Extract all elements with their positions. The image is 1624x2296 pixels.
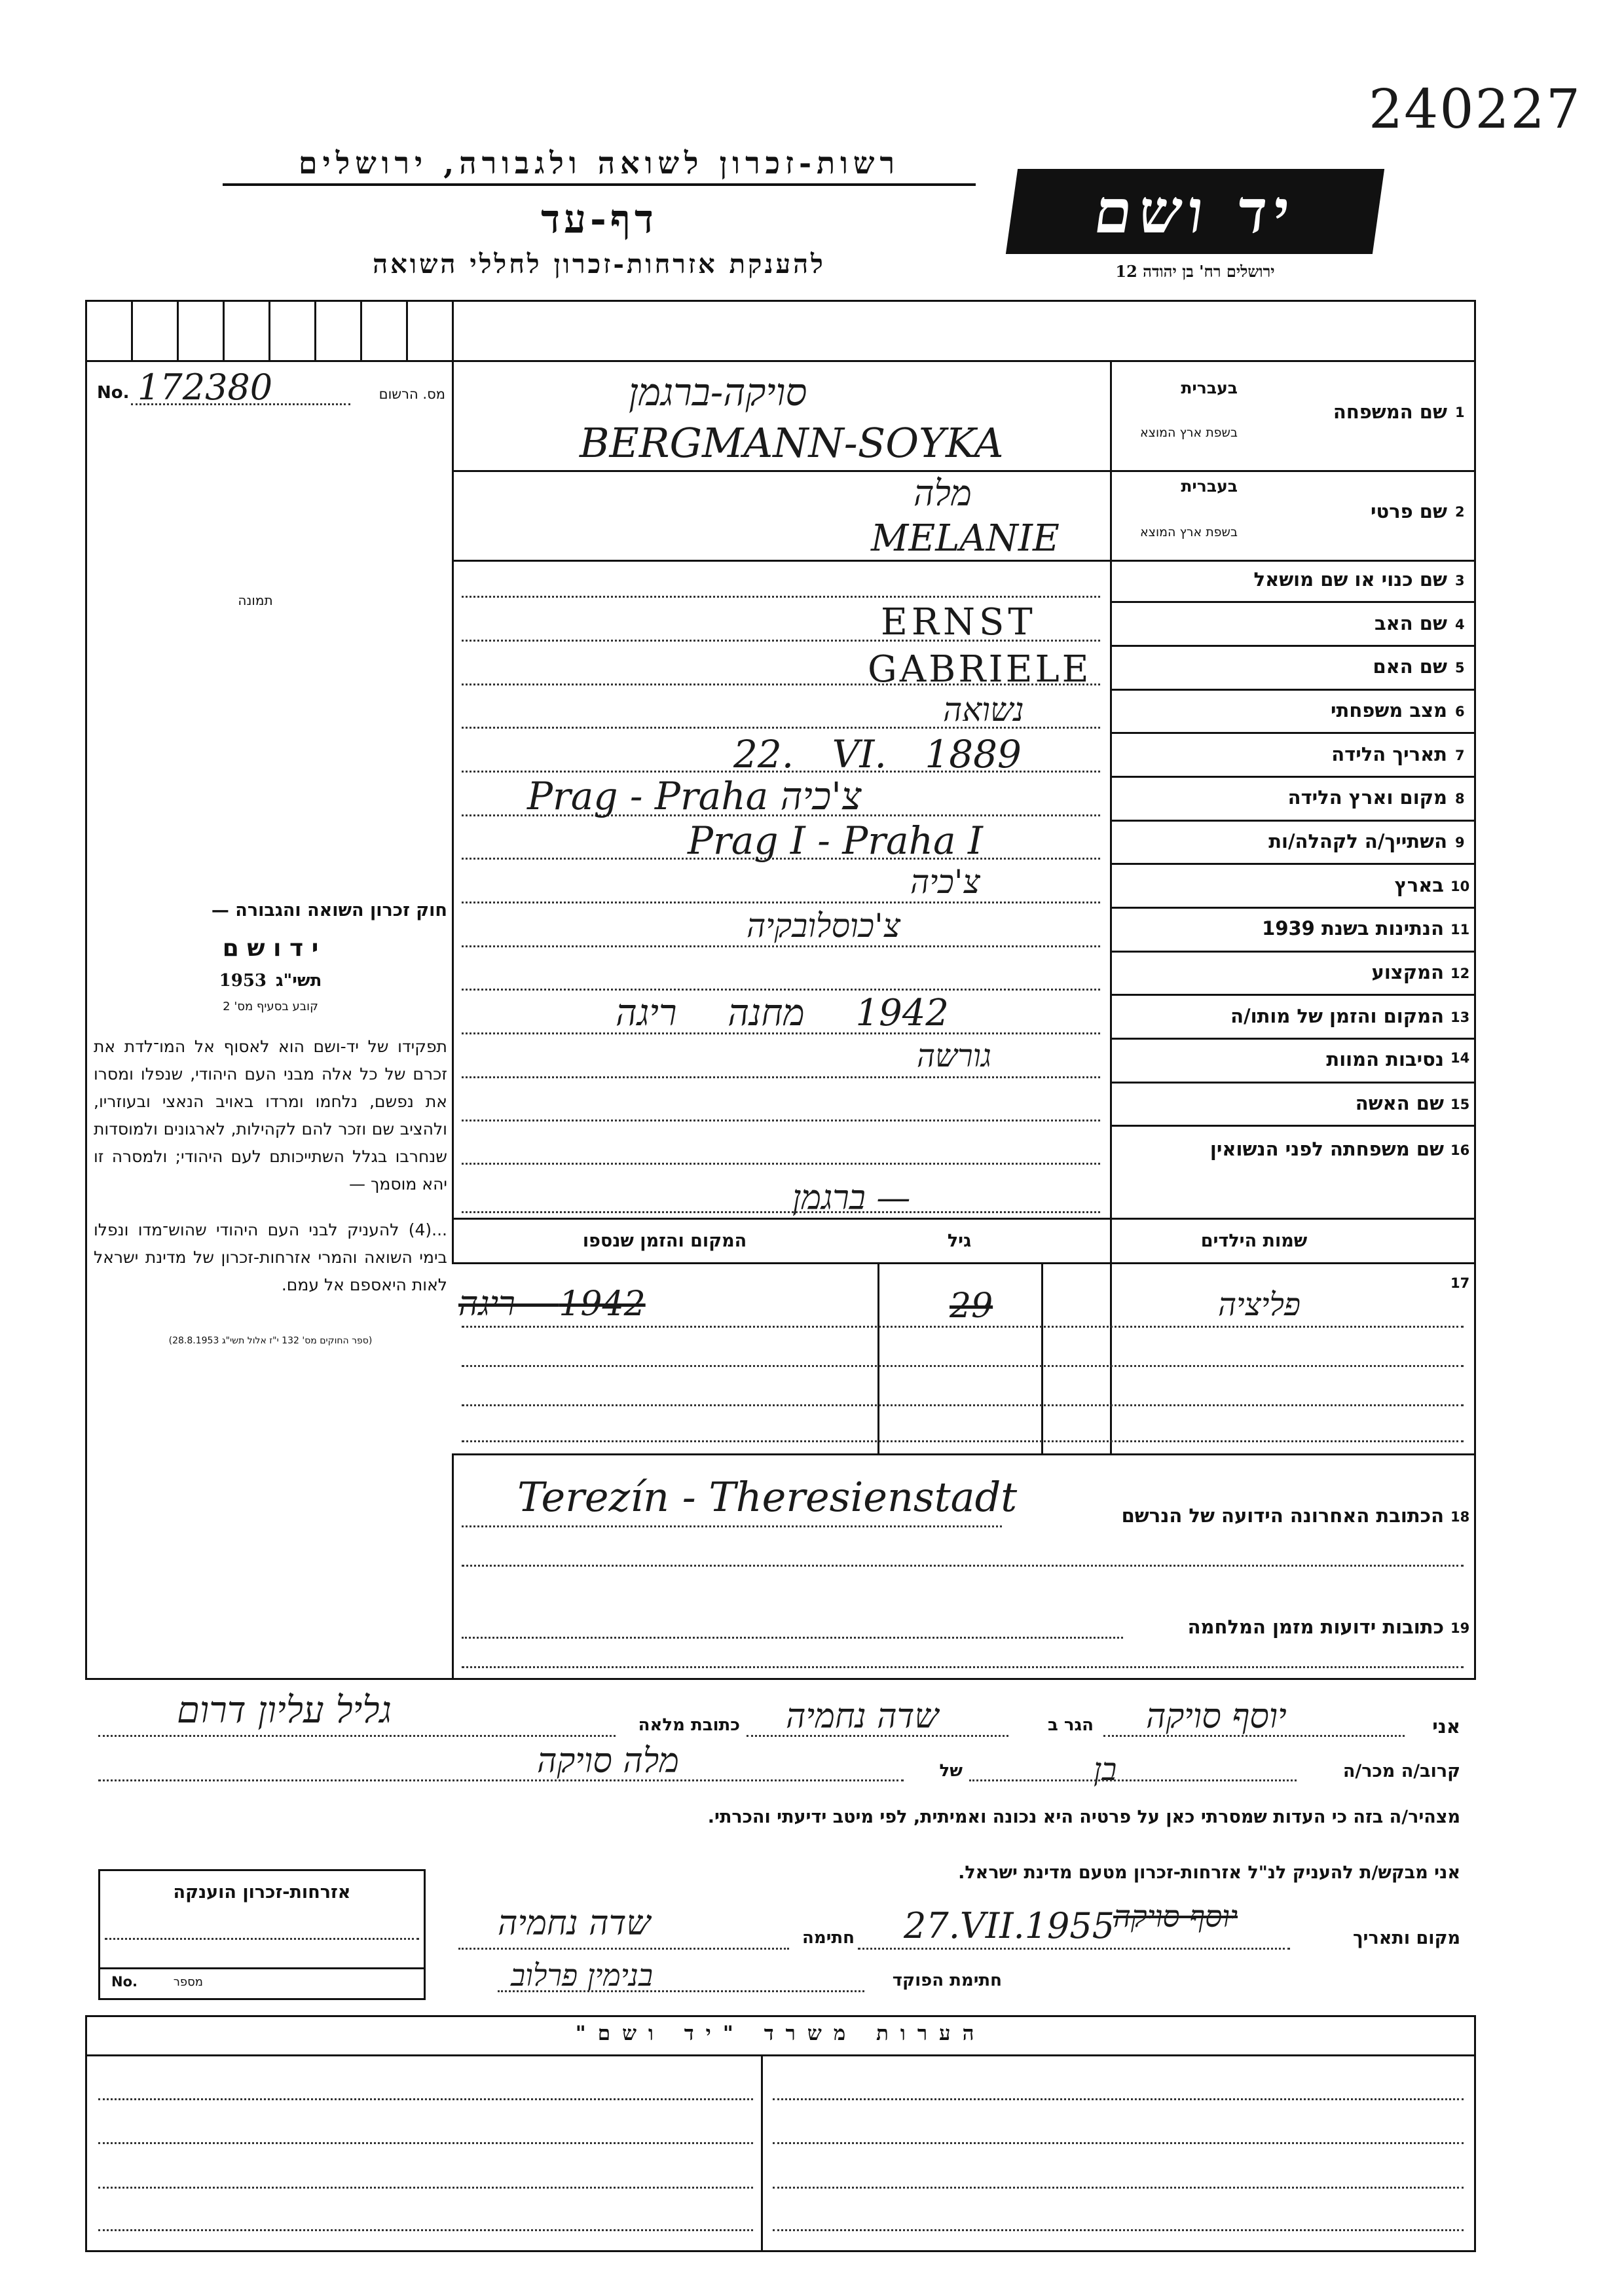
field-13-number: 13	[1450, 1010, 1470, 1025]
relation-dots	[969, 1779, 1297, 1781]
row-line	[1110, 951, 1476, 953]
row-line	[1110, 1038, 1476, 1040]
field-10-label: בארץ	[1394, 874, 1444, 896]
field-13-value: 1942 מחנה ריגה	[616, 992, 949, 1034]
field-16-value: — ברגמן	[792, 1178, 911, 1218]
field-14-number: 14	[1450, 1050, 1470, 1066]
row-line	[452, 1262, 1476, 1264]
row-line	[1110, 645, 1476, 647]
field-2-label: שם פרטי	[1370, 500, 1447, 522]
date-dots	[858, 1948, 1290, 1950]
declarant-resides-label: הגר ב	[1047, 1715, 1094, 1735]
law-year-row	[94, 971, 447, 991]
field-12-number: 12	[1450, 966, 1470, 981]
of-label: של	[939, 1761, 963, 1781]
field-16-label: שם משפחתה לפני הנשואין	[1209, 1138, 1444, 1160]
declarant-address-label: כתובת מלאה	[638, 1715, 740, 1735]
child-1-place: 1942 ריגה	[458, 1285, 646, 1324]
office-notes-title: הערות משרד "יד ושם"	[575, 2022, 986, 2045]
notes-dots	[773, 2229, 1464, 2231]
value-dots	[462, 1163, 1100, 1165]
children-col-sep	[877, 1262, 879, 1453]
field-9-value: Prag I - Praha I	[688, 818, 983, 863]
declarant-address-dots	[98, 1735, 616, 1737]
notes-dots	[773, 2187, 1464, 2189]
field-3-label: שם כנוי או שם מושאל	[1253, 568, 1447, 591]
top-row-line	[85, 360, 1476, 362]
top-box-sep	[314, 300, 316, 360]
law-block	[94, 900, 447, 1346]
value-dots	[462, 902, 1100, 903]
children-dots	[462, 1326, 1464, 1328]
field-8-number: 8	[1455, 791, 1465, 807]
field-7-value: 22. VI. 1889	[733, 732, 1022, 776]
value-dots	[462, 1076, 1100, 1078]
children-number: 17	[1450, 1275, 1470, 1291]
field-18-label: הכתובת האחרונה הידועה של הנרשם	[1121, 1504, 1444, 1527]
value-dots	[462, 1211, 1100, 1213]
certificate-number-line	[98, 1967, 426, 1969]
declarant-ani: אני	[1432, 1715, 1460, 1738]
address-left-margin	[452, 1453, 454, 1680]
registration-dots	[131, 403, 350, 405]
declarant-name: יוסף סויקה	[1146, 1697, 1287, 1736]
children-dots	[462, 1440, 1464, 1442]
field-1-origin-sub: בשפת ארץ המוצא	[1139, 426, 1238, 440]
field-4-number: 4	[1455, 617, 1465, 632]
field-5-number: 5	[1455, 660, 1465, 676]
logo-address: ירושלים רח' בן יהודה 12	[1115, 262, 1275, 281]
field-1-value: BERGMANN-SOYKA	[580, 419, 1004, 467]
registration-number: 172380	[138, 367, 273, 408]
place-dots	[458, 1948, 789, 1950]
signature-label: חתימה	[802, 1928, 855, 1948]
child-1-age: 29	[950, 1286, 993, 1326]
address-dots	[462, 1666, 1464, 1668]
place-value: שדה נחמיה	[498, 1904, 651, 1943]
children-dots	[462, 1365, 1464, 1367]
office-notes-divider	[761, 2054, 763, 2252]
row-line	[1110, 1125, 1476, 1127]
declaration-statement: מצהיר/ה בזה כי העדות שמסרתי כאן על פרטיה היא נכונה ואמיתית, לפי מיטב ידיעתי והכרתי.	[707, 1807, 1460, 1827]
officer-label: חתימת הפוקד	[892, 1971, 1002, 1990]
field-2-value-hebrew: מלה	[913, 473, 972, 514]
field-14-value: גורשה	[917, 1038, 991, 1074]
officer-signature: בנימין פרלוב	[511, 1958, 654, 1993]
field-15-label: שם האשה	[1355, 1092, 1444, 1114]
field-11-value: צ'כוסלובקיה	[747, 907, 901, 945]
field-9-label: השתייך/ה לקהלה/ות	[1268, 830, 1447, 852]
notes-dots	[98, 2142, 753, 2144]
law-year: 1953	[219, 971, 267, 991]
field-18-value: Terezín - Theresienstadt	[517, 1473, 1018, 1521]
label-column-divider	[1110, 360, 1112, 1218]
field-4-label: שם האב	[1374, 612, 1447, 634]
value-dots	[462, 989, 1100, 991]
field-5-label: שם האם	[1373, 655, 1447, 678]
law-year-he: תשי"ג	[276, 971, 322, 991]
yad-vashem-logo: יד ושם	[1006, 169, 1384, 254]
row-line	[1110, 732, 1476, 734]
form-title: דף-עד	[541, 196, 657, 242]
certificate-no: No.	[111, 1974, 138, 1990]
children-dots	[462, 1404, 1464, 1406]
relative-label: קרוב/ה מכר/ה	[1342, 1761, 1460, 1781]
notes-dots	[98, 2098, 753, 2100]
children-col-names: שמות הילדים	[1200, 1231, 1308, 1251]
row-line	[452, 1453, 1476, 1455]
declarant-city-dots	[747, 1735, 1008, 1737]
field-6-value: נשואה	[943, 691, 1024, 729]
field-8-value: Prag - Praha צ'כיה	[527, 774, 862, 818]
certificate-dots	[105, 1938, 419, 1940]
row-line	[452, 470, 1476, 472]
authority-title: רשות-זכרון לשואה ולגבורה, ירושלים	[223, 145, 976, 186]
value-dots	[462, 1120, 1100, 1121]
field-10-number: 10	[1450, 879, 1470, 894]
left-column-divider	[452, 300, 454, 1262]
row-line	[1110, 776, 1476, 778]
field-1-number: 1	[1455, 405, 1465, 420]
field-10-value: צ'כיה	[910, 863, 980, 901]
field-5-value: GABRIELE	[868, 648, 1092, 691]
top-box-sep	[131, 300, 133, 360]
row-line	[1110, 907, 1476, 909]
office-notes-box	[85, 2015, 1476, 2252]
child-1-name: פליציה	[1218, 1286, 1301, 1323]
field-15-number: 15	[1450, 1097, 1470, 1112]
field-19-number: 19	[1450, 1620, 1470, 1636]
field-2-value: MELANIE	[871, 517, 1060, 560]
field-11-label: הנתינות בשנת 1939	[1262, 917, 1444, 939]
top-box-sep	[406, 300, 408, 360]
row-line	[1110, 994, 1476, 996]
address-dots	[462, 1637, 1123, 1639]
row-line	[1110, 820, 1476, 822]
field-2-hebrew-sub: בעברית	[1181, 477, 1238, 496]
signature-value: יוסף סויקה	[1113, 1899, 1238, 1934]
archive-number: 240227	[1369, 79, 1582, 141]
declarant-city: שדה נחמיה	[786, 1697, 939, 1736]
address-dots	[462, 1565, 1464, 1567]
field-2-origin-sub: בשפת ארץ המוצא	[1139, 525, 1238, 539]
place-date-label: מקום ותאריך	[1352, 1928, 1460, 1948]
law-title: חוק זכרון השואה והגבורה —	[211, 900, 447, 920]
field-19-label: כתובות ידועות מזמן המלחמה	[1187, 1616, 1444, 1638]
registration-label: מס. הרשום	[378, 386, 445, 402]
row-line	[1110, 863, 1476, 865]
law-source: (ספר החוקים מס' 132 י"ז אלול תשי"ג 28.8.1953)	[168, 1336, 373, 1346]
law-section: קובע בסעיף מס' 2	[223, 1000, 318, 1013]
row-line	[1110, 689, 1476, 691]
field-12-label: המקצוע	[1371, 961, 1444, 983]
address-dots	[462, 1525, 1002, 1527]
field-4-value: ERNST	[881, 601, 1037, 644]
row-line	[1110, 1082, 1476, 1084]
value-dots	[462, 945, 1100, 947]
registration-prefix: No.	[97, 383, 130, 403]
notes-dots	[773, 2142, 1464, 2144]
office-notes-title-line	[85, 2054, 1476, 2056]
form-subtitle: להענקת אזרחות-זכרון לחללי השואה	[373, 249, 826, 280]
top-box-sep	[360, 300, 362, 360]
field-14-label: נסיבות המוות	[1326, 1048, 1444, 1070]
field-7-number: 7	[1455, 748, 1465, 763]
officer-dots	[498, 1990, 864, 1992]
field-11-number: 11	[1450, 922, 1470, 938]
field-16-number: 16	[1450, 1142, 1470, 1158]
field-3-number: 3	[1455, 573, 1465, 589]
field-1-label: שם המשפחה	[1333, 401, 1447, 423]
field-6-label: מצב משפחתי	[1330, 699, 1447, 721]
of-name-dots	[98, 1779, 904, 1781]
row-line	[1110, 601, 1476, 603]
field-8-label: מקום וארץ הלידה	[1287, 786, 1447, 809]
notes-dots	[773, 2098, 1464, 2100]
children-col-sep	[1110, 1218, 1112, 1453]
notes-dots	[98, 2229, 753, 2231]
field-1-hebrew-sub: בעברית	[1181, 378, 1238, 397]
field-13-label: המקום והזמן של מותו/ה	[1230, 1005, 1444, 1027]
field-9-number: 9	[1455, 835, 1465, 850]
field-6-number: 6	[1455, 704, 1465, 720]
declarant-name-dots	[1103, 1735, 1405, 1737]
field-18-number: 18	[1450, 1509, 1470, 1525]
top-box-sep	[177, 300, 179, 360]
children-col-age: גיל	[947, 1231, 972, 1251]
field-2-number: 2	[1455, 504, 1465, 520]
top-box-sep	[268, 300, 270, 360]
field-1-value-hebrew: סויקה-ברגמן	[629, 370, 807, 414]
top-box-sep	[223, 300, 225, 360]
value-dots	[462, 596, 1100, 598]
of-name-value: מלה סויקה	[537, 1741, 679, 1781]
certificate-number-label: מספר	[173, 1975, 203, 1989]
law-paragraph-1: תפקידו של יד-ושם הוא לאסוף אל המו־לדת את זכרם של כל אלה מבני העם היהודי, שנפלו ומסרו את נפשם, נלחמו ומרדו באויב הנאצי ובעוזריו, ולהציב שם וזכר להם לקהילות, לארגונים ולמוסדות שנחרבו בגלל השתייכותם לעם היהודי; ולמסרה זו יהא מוסמך —	[94, 1037, 447, 1194]
children-col-place: המקום והזמן שנספו	[582, 1231, 747, 1251]
certificate-title: אזרחות-זכרון הוענקה	[173, 1882, 351, 1903]
date-value: 27.VII.1955	[904, 1905, 1115, 1946]
law-name: י ד ו ש ם	[222, 935, 319, 962]
children-col-sep	[1041, 1262, 1043, 1453]
declaration-request: אני מבקש/ת להעניק לנ"ל אזרחות-זכרון מטעם מדינת ישראל.	[958, 1863, 1460, 1883]
row-line	[452, 560, 1476, 562]
field-7-label: תאריך הלידה	[1331, 743, 1447, 765]
photo-label: תמונה	[238, 592, 273, 608]
notes-dots	[98, 2187, 753, 2189]
law-paragraph-2: ...(4) להעניק לבני העם היהודי שהוש־מדו ונפלו בימי השואה והמרי אזרחות-זכרון של מדינת ישראל לאות היאספם אל עמם.	[94, 1220, 447, 1294]
relation-value: בן	[1094, 1751, 1117, 1788]
row-line	[452, 1218, 1476, 1220]
declarant-address: גליל עליון דרום	[177, 1689, 392, 1732]
